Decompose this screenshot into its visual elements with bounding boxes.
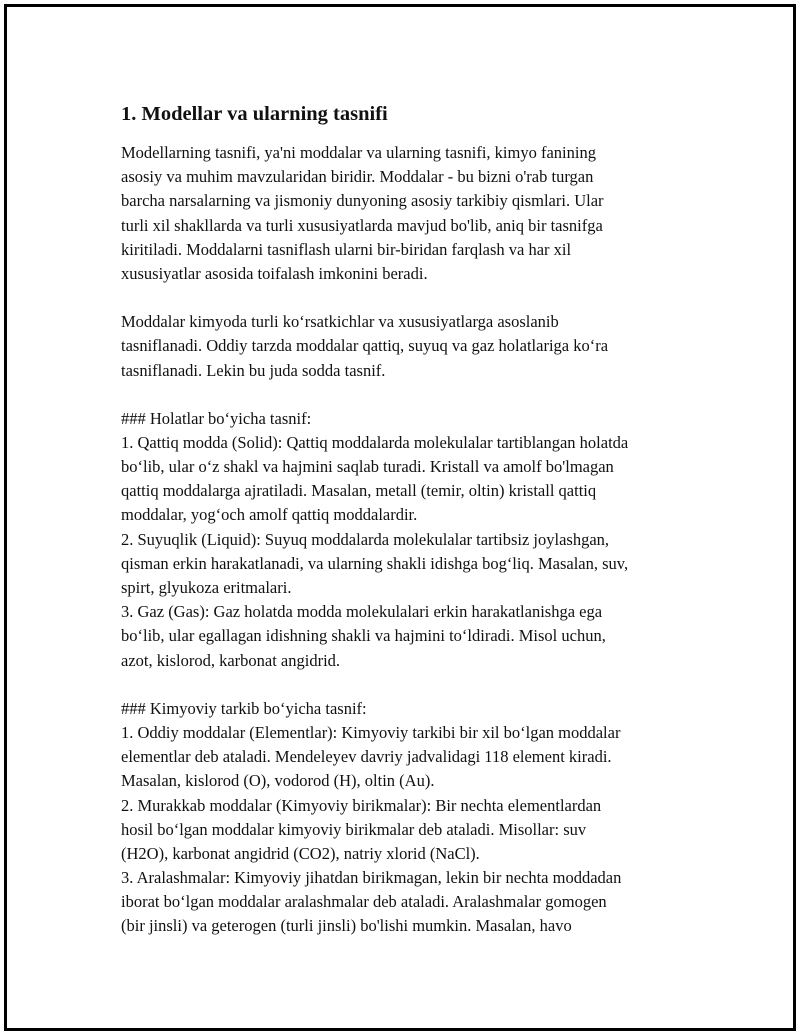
text-line: xususiyatlar asosida toifalash imkonini beradi.	[121, 263, 428, 283]
document-body	[121, 100, 711, 939]
text-line: azot, kislorod, karbonat angidrid.	[121, 650, 341, 670]
text-line: qisman erkin harakatlanadi, va ularning shakli idishga bogʻliq. Masalan, suv,	[121, 553, 629, 573]
composition-classification-section	[121, 697, 711, 939]
text-line: (bir jinsli) va geterogen (turli jinsli) bo'lishi mumkin. Masalan, havo	[121, 916, 572, 936]
document-title: 1. Modellar va ularning tasnifi	[121, 103, 388, 125]
text-line: boʻlib, ular oʻz shakl va hajmini saqlab turadi. Kristall va amolf bo'lmagan	[121, 457, 614, 477]
text-line: hosil boʻlgan moddalar kimyoviy birikmalar deb ataladi. Misollar: suv	[121, 819, 587, 839]
text-line: tasniflanadi. Oddiy tarzda moddalar qattiq, suyuq va gaz holatlariga koʻra	[121, 336, 609, 356]
text-line: asosiy va muhim mavzularidan biridir. Moddalar - bu bizni o'rab turgan	[121, 167, 594, 187]
paragraph-gap	[121, 286, 711, 310]
text-line: Moddalar kimyoda turli koʻrsatkichlar va xususiyatlarga asoslanib	[121, 312, 559, 332]
section-heading: ### Holatlar boʻyicha tasnif:	[121, 408, 312, 428]
text-line: boʻlib, ular egallagan idishning shakli va hajmini toʻldiradi. Misol uchun,	[121, 626, 606, 646]
section-heading: ### Kimyoviy tarkib boʻyicha tasnif:	[121, 698, 367, 718]
text-line: 3. Aralashmalar: Kimyoviy jihatdan birikmagan, lekin bir nechta moddadan	[121, 868, 622, 888]
second-paragraph	[121, 310, 711, 383]
paragraph-gap	[121, 673, 711, 697]
paragraph-gap	[121, 383, 711, 407]
text-line: 1. Oddiy moddalar (Elementlar): Kimyoviy tarkibi bir xil boʻlgan moddalar	[121, 722, 621, 742]
state-classification-section	[121, 407, 711, 673]
text-line: elementlar deb ataladi. Mendeleyev davriy jadvalidagi 118 element kiradi.	[121, 747, 612, 767]
text-line: 2. Suyuqlik (Liquid): Suyuq moddalarda molekulalar tartibsiz joylashgan,	[121, 529, 610, 549]
text-line: iborat boʻlgan moddalar aralashmalar deb ataladi. Aralashmalar gomogen	[121, 892, 607, 912]
text-line: kiritiladi. Moddalarni tasniflash ularni bir-biridan farqlash va har xil	[121, 239, 572, 259]
text-line: barcha narsalarning va jismoniy dunyoning asosiy tarkibiy qismlari. Ular	[121, 191, 604, 211]
text-line: 2. Murakkab moddalar (Kimyoviy birikmalar): Bir nechta elementlardan	[121, 795, 602, 815]
text-line: Modellarning tasnifi, ya'ni moddalar va ularning tasnifi, kimyo fanining	[121, 143, 596, 162]
text-line: qattiq moddalarga ajratiladi. Masalan, metall (temir, oltin) kristall qattiq	[121, 481, 597, 501]
text-line: Masalan, kislorod (O), vodorod (H), oltin (Au).	[121, 771, 435, 791]
intro-paragraph	[121, 141, 711, 286]
text-line: 1. Qattiq modda (Solid): Qattiq moddalarda molekulalar tartiblangan holatda	[121, 432, 629, 452]
text-line: tasniflanadi. Lekin bu juda sodda tasnif.	[121, 360, 386, 380]
text-line: moddalar, yogʻoch amolf qattiq moddalardir.	[121, 505, 418, 525]
text-line: 3. Gaz (Gas): Gaz holatda modda molekulalari erkin harakatlanishga ega	[121, 602, 603, 622]
text-line: spirt, glyukoza eritmalari.	[121, 578, 292, 597]
text-line: turli xil shakllarda va turli xususiyatlarda mavjud bo'lib, aniq bir tasnifga	[121, 215, 603, 235]
page-frame	[4, 4, 796, 1031]
text-line: (H2O), karbonat angidrid (CO2), natriy xlorid (NaCl).	[121, 843, 480, 863]
